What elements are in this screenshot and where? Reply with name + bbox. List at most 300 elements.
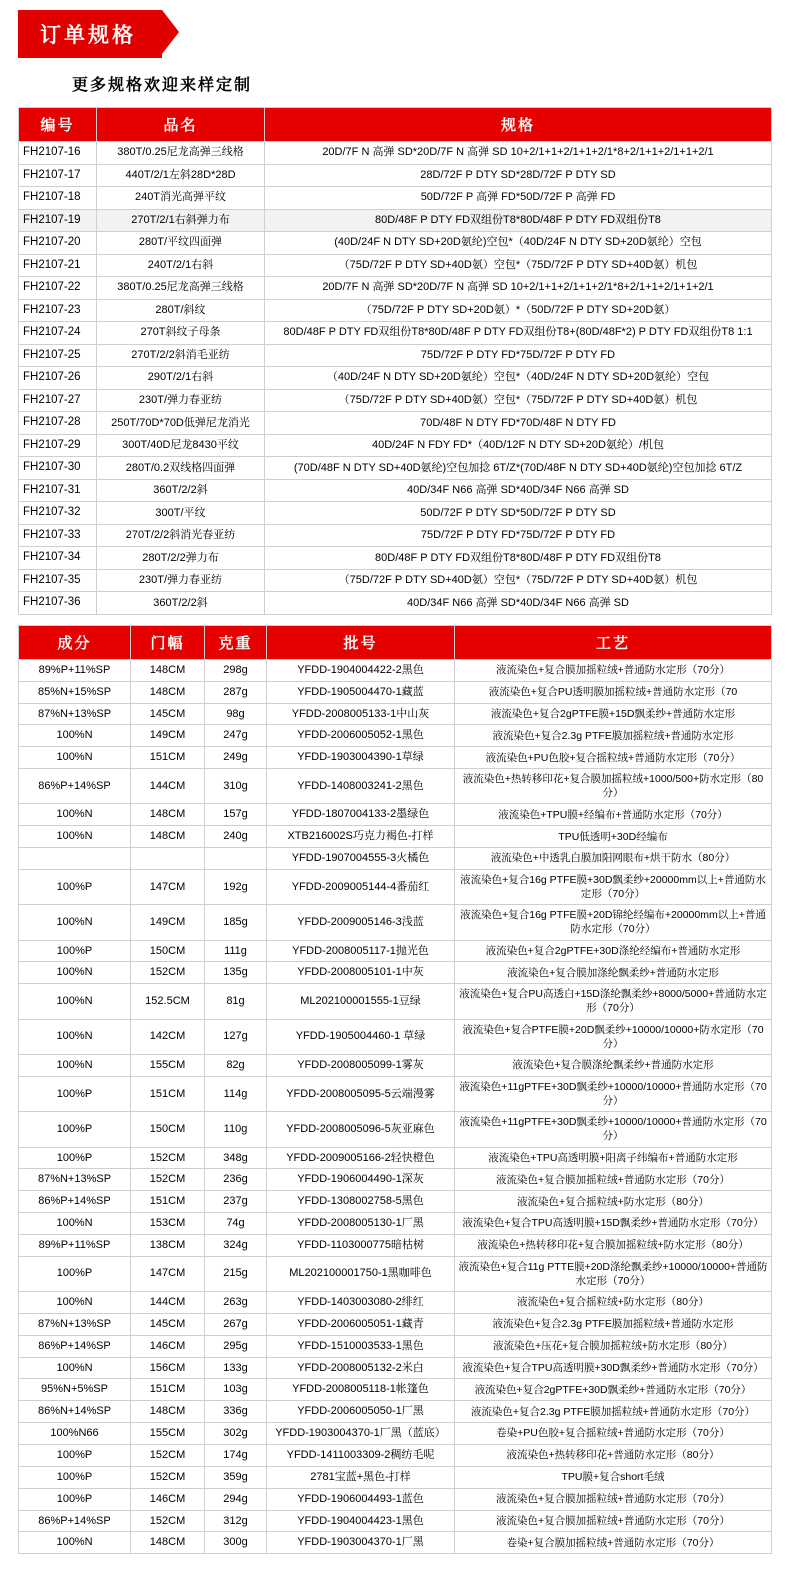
fabric-composition-cell: 100%N	[19, 747, 131, 769]
spec-detail-cell: （75D/72F P DTY SD+40D氨）空包*（75D/72F P DTY SD+40D氨）机包	[265, 389, 772, 412]
table-row	[19, 254, 772, 277]
spec-detail-cell: 40D/34F N66 高弹 SD*40D/34F N66 高弹 SD	[265, 479, 772, 502]
table-row	[19, 1234, 772, 1256]
table-row	[19, 940, 772, 962]
fabric-process-cell: 液流染色+复合2.3g PTFE膜加摇粒绒+普通防水定形（70分）	[455, 1401, 772, 1423]
table-row	[19, 592, 772, 615]
fabric-process-cell: 液流染色+复合膜加摇粒绒+普通防水定形（70分）	[455, 659, 772, 681]
spec-detail-cell: 80D/48F P DTY FD双组份T8*80D/48F P DTY FD双组份T8	[265, 209, 772, 232]
spec-detail-cell: 20D/7F N 高弹 SD*20D/7F N 高弹 SD 10+2/1+1+2/1+1+2/1*8+2/1+1+2/1+1+2/1	[265, 142, 772, 165]
spec-detail-cell: 80D/48F P DTY FD双组份T8*80D/48F P DTY FD双组份T8	[265, 547, 772, 570]
fabric-width-cell: 155CM	[131, 1423, 205, 1445]
spec-name-cell: 380T/0.25尼龙高弹三线格	[97, 277, 265, 300]
spec-code-cell: FH2107-21	[19, 254, 97, 277]
fabric-batch-cell: ML202100001750-1黑咖啡色	[267, 1256, 455, 1291]
spec-name-cell: 280T/2/2弹力布	[97, 547, 265, 570]
fabric-width-cell: 148CM	[131, 659, 205, 681]
fabric-process-cell: 液流染色+热转移印花+复合膜加摇粒绒+1000/500+防水定形（80分）	[455, 769, 772, 804]
table-row	[19, 826, 772, 848]
fabric-composition-cell: 100%N	[19, 1019, 131, 1054]
fabric-weight-cell: 215g	[205, 1256, 267, 1291]
fabric-weight-cell: 133g	[205, 1357, 267, 1379]
fabric-composition-cell: 100%P	[19, 940, 131, 962]
spec-detail-cell: 40D/34F N66 高弹 SD*40D/34F N66 高弹 SD	[265, 592, 772, 615]
fabric-composition-cell: 100%N	[19, 984, 131, 1019]
fabric-batch-cell: YFDD-1905004460-1 草绿	[267, 1019, 455, 1054]
fabric-width-cell: 152CM	[131, 1510, 205, 1532]
fabric-width-cell: 152.5CM	[131, 984, 205, 1019]
spec-code-cell: FH2107-27	[19, 389, 97, 412]
table-row	[19, 1147, 772, 1169]
fabric-composition-cell: 86%P+14%SP	[19, 769, 131, 804]
fabric-table	[18, 625, 772, 1554]
fabric-weight-cell: 82g	[205, 1054, 267, 1076]
fabric-batch-cell: YFDD-2008005095-5云端漫雾	[267, 1076, 455, 1111]
fabric-weight-cell: 98g	[205, 703, 267, 725]
fabric-process-cell: 液流染色+复合PU高透白+15D涤纶飘柔纱+8000/5000+普通防水定形（70分）	[455, 984, 772, 1019]
fabric-process-cell: 液流染色+复合膜加涤纶飘柔纱+普通防水定形	[455, 962, 772, 984]
fabric-width-cell: 148CM	[131, 826, 205, 848]
fabric-width-cell: 152CM	[131, 1169, 205, 1191]
fabric-batch-cell: YFDD-2009005166-2轻快橙色	[267, 1147, 455, 1169]
spec-code-cell: FH2107-18	[19, 187, 97, 210]
fabric-composition-cell: 100%N	[19, 1054, 131, 1076]
fabric-batch-cell: YFDD-2008005099-1雾灰	[267, 1054, 455, 1076]
spec-name-cell: 280T/平纹四面弹	[97, 232, 265, 255]
table-row	[19, 502, 772, 525]
fabric-weight-cell: 359g	[205, 1466, 267, 1488]
page-subtitle: 更多规格欢迎来样定制	[72, 77, 253, 94]
spec-detail-cell: 70D/48F N DTY FD*70D/48F N DTY FD	[265, 412, 772, 435]
fabric-process-cell: 液流染色+复合摇粒绒+防水定形（80分）	[455, 1191, 772, 1213]
fabric-weight-cell: 81g	[205, 984, 267, 1019]
table-row	[19, 389, 772, 412]
fabric-process-cell: 液流染色+复合PTFE膜+20D飘柔纱+10000/10000+防水定形（70分）	[455, 1019, 772, 1054]
table-row	[19, 1076, 772, 1111]
spec-code-cell: FH2107-17	[19, 164, 97, 187]
page-title: 订单规格	[18, 10, 162, 58]
table-row	[19, 524, 772, 547]
fabric-process-cell: 液流染色+TPU高透明膜+阳离子纬编布+普通防水定形	[455, 1147, 772, 1169]
fabric-composition-cell: 100%N	[19, 725, 131, 747]
spec-name-cell: 290T/2/1右斜	[97, 367, 265, 390]
fabric-process-cell: 液流染色+复合11g PTTE膜+20D涤纶飘柔纱+10000/10000+普通防水定形（70分）	[455, 1256, 772, 1291]
fabric-composition-cell: 100%P	[19, 1147, 131, 1169]
fabric-composition-cell: 100%N	[19, 962, 131, 984]
fabric-weight-cell: 185g	[205, 905, 267, 940]
spec-name-cell: 360T/2/2斜	[97, 592, 265, 615]
spec-detail-cell: 80D/48F P DTY FD双组份T8*80D/48F P DTY FD双组份T8+(80D/48F*2) P DTY FD双组份T8 1:1	[265, 322, 772, 345]
table-row	[19, 769, 772, 804]
fabric-process-cell: 液流染色+复合2gPTFE膜+15D飘柔纱+普通防水定形	[455, 703, 772, 725]
spec-name-cell: 270T斜纹子母条	[97, 322, 265, 345]
table-row	[19, 412, 772, 435]
spec-col-name: 品名	[97, 108, 265, 142]
table-row	[19, 1510, 772, 1532]
fabric-weight-cell	[205, 848, 267, 870]
fabric-weight-cell: 336g	[205, 1401, 267, 1423]
fabric-composition-cell: 87%N+13%SP	[19, 703, 131, 725]
fabric-width-cell: 155CM	[131, 1054, 205, 1076]
fabric-batch-cell: YFDD-1510003533-1黑色	[267, 1335, 455, 1357]
spec-code-cell: FH2107-28	[19, 412, 97, 435]
fabric-col-process: 工艺	[455, 625, 772, 659]
fabric-composition-cell: 100%N66	[19, 1423, 131, 1445]
table-row	[19, 1313, 772, 1335]
table-row	[19, 869, 772, 904]
fabric-weight-cell: 157g	[205, 804, 267, 826]
fabric-width-cell: 152CM	[131, 1444, 205, 1466]
fabric-batch-cell: YFDD-1903004370-1厂黑	[267, 1532, 455, 1554]
fabric-width-cell: 152CM	[131, 962, 205, 984]
spec-detail-cell: 28D/72F P DTY SD*28D/72F P DTY SD	[265, 164, 772, 187]
fabric-width-cell	[131, 848, 205, 870]
fabric-batch-cell: YFDD-2008005118-1帐篷色	[267, 1379, 455, 1401]
fabric-width-cell: 148CM	[131, 681, 205, 703]
fabric-composition-cell: 86%P+14%SP	[19, 1191, 131, 1213]
spec-name-cell: 280T/斜纹	[97, 299, 265, 322]
fabric-composition-cell: 86%P+14%SP	[19, 1510, 131, 1532]
spec-code-cell: FH2107-25	[19, 344, 97, 367]
fabric-process-cell: 液流染色+复合TPU高透明膜+15D飘柔纱+普通防水定形（70分）	[455, 1213, 772, 1235]
table-row	[19, 725, 772, 747]
fabric-composition-cell: 100%N	[19, 1532, 131, 1554]
spec-col-spec: 规格	[265, 108, 772, 142]
fabric-width-cell: 149CM	[131, 905, 205, 940]
fabric-weight-cell: 192g	[205, 869, 267, 904]
fabric-width-cell: 151CM	[131, 1191, 205, 1213]
fabric-process-cell: 液流染色+复合2gPTFE+30D涤纶经编布+普通防水定形	[455, 940, 772, 962]
spec-code-cell: FH2107-23	[19, 299, 97, 322]
fabric-process-cell: 液流染色+TPU膜+经编布+普通防水定形（70分）	[455, 804, 772, 826]
spec-code-cell: FH2107-32	[19, 502, 97, 525]
spec-detail-cell: 75D/72F P DTY FD*75D/72F P DTY FD	[265, 524, 772, 547]
table-row	[19, 747, 772, 769]
table-row	[19, 142, 772, 165]
fabric-width-cell: 150CM	[131, 1112, 205, 1147]
spec-code-cell: FH2107-19	[19, 209, 97, 232]
fabric-composition-cell: 100%P	[19, 1256, 131, 1291]
table-row	[19, 1256, 772, 1291]
fabric-weight-cell: 237g	[205, 1191, 267, 1213]
fabric-process-cell: 液流染色+PU色胶+复合摇粒绒+普通防水定形（70分）	[455, 747, 772, 769]
fabric-composition-cell: 89%P+11%SP	[19, 1234, 131, 1256]
fabric-process-cell: TPU低透明+30D经编布	[455, 826, 772, 848]
fabric-batch-cell: YFDD-1903004370-1厂黑（蓝底）	[267, 1423, 455, 1445]
fabric-batch-cell: YFDD-1903004390-1草绿	[267, 747, 455, 769]
spec-detail-cell: 50D/72F P 高弹 FD*50D/72F P 高弹 FD	[265, 187, 772, 210]
fabric-col-batch: 批号	[267, 625, 455, 659]
spec-name-cell: 230T/弹力春亚纺	[97, 569, 265, 592]
spec-name-cell: 270T/2/1右斜弹力布	[97, 209, 265, 232]
spec-detail-cell: (40D/24F N DTY SD+20D氨纶)空包*（40D/24F N DTY SD+20D氨纶）空包	[265, 232, 772, 255]
spec-name-cell: 240T/2/1右斜	[97, 254, 265, 277]
table-row	[19, 1379, 772, 1401]
fabric-batch-cell: YFDD-1411003309-2稠纺毛呢	[267, 1444, 455, 1466]
spec-code-cell: FH2107-26	[19, 367, 97, 390]
fabric-batch-cell: YFDD-1904004423-1黑色	[267, 1510, 455, 1532]
fabric-composition-cell: 85%N+15%SP	[19, 681, 131, 703]
table-row	[19, 1532, 772, 1554]
spec-name-cell: 300T/40D尼龙8430平纹	[97, 434, 265, 457]
fabric-width-cell: 156CM	[131, 1357, 205, 1379]
spec-detail-cell: 40D/24F N FDY FD*（40D/12F N DTY SD+20D氨纶）/机包	[265, 434, 772, 457]
fabric-weight-cell: 312g	[205, 1510, 267, 1532]
fabric-batch-cell: YFDD-2008005096-5灰亚麻色	[267, 1112, 455, 1147]
fabric-composition-cell	[19, 848, 131, 870]
fabric-process-cell: 液流染色+复合PU透明膜加摇粒绒+普通防水定形（70	[455, 681, 772, 703]
table-row	[19, 1054, 772, 1076]
fabric-composition-cell: 87%N+13%SP	[19, 1313, 131, 1335]
fabric-process-cell: 液流染色+复合2.3g PTFE膜加摇粒绒+普通防水定形	[455, 1313, 772, 1335]
fabric-process-cell: 液流染色+热转移印花+复合膜加摇粒绒+防水定形（80分）	[455, 1234, 772, 1256]
table-row	[19, 1169, 772, 1191]
fabric-process-cell: 液流染色+11gPTFE+30D飘柔纱+10000/10000+普通防水定形（70分）	[455, 1076, 772, 1111]
spec-table-body	[19, 142, 772, 615]
fabric-width-cell: 147CM	[131, 1256, 205, 1291]
fabric-composition-cell: 100%N	[19, 1292, 131, 1314]
fabric-process-cell: 液流染色+复合2gPTFE+30D飘柔纱+普通防水定形（70分）	[455, 1379, 772, 1401]
spec-code-cell: FH2107-29	[19, 434, 97, 457]
fabric-weight-cell: 103g	[205, 1379, 267, 1401]
spec-name-cell: 240T消光高弹平纹	[97, 187, 265, 210]
spec-name-cell: 270T/2/2斜消毛亚纺	[97, 344, 265, 367]
fabric-process-cell: 卷染+复合膜加摇粒绒+普通防水定形（70分）	[455, 1532, 772, 1554]
fabric-composition-cell: 100%N	[19, 905, 131, 940]
fabric-width-cell: 151CM	[131, 1076, 205, 1111]
spec-name-cell: 230T/弹力春亚纺	[97, 389, 265, 412]
spec-table	[18, 107, 772, 615]
table-row	[19, 804, 772, 826]
fabric-width-cell: 146CM	[131, 1488, 205, 1510]
fabric-width-cell: 144CM	[131, 1292, 205, 1314]
fabric-composition-cell: 89%P+11%SP	[19, 659, 131, 681]
table-row	[19, 1191, 772, 1213]
fabric-batch-cell: YFDD-1103000775暗枯树	[267, 1234, 455, 1256]
fabric-process-cell: 卷染+PU色胶+复合摇粒绒+普通防水定形（70分）	[455, 1423, 772, 1445]
fabric-process-cell: 液流染色+复合膜涤纶飘柔纱+普通防水定形	[455, 1054, 772, 1076]
fabric-width-cell: 145CM	[131, 1313, 205, 1335]
spec-col-code: 编号	[19, 108, 97, 142]
fabric-composition-cell: 100%P	[19, 1076, 131, 1111]
fabric-weight-cell: 114g	[205, 1076, 267, 1111]
fabric-weight-cell: 324g	[205, 1234, 267, 1256]
fabric-composition-cell: 86%P+14%SP	[19, 1335, 131, 1357]
fabric-composition-cell: 100%P	[19, 1444, 131, 1466]
fabric-composition-cell: 87%N+13%SP	[19, 1169, 131, 1191]
spec-detail-cell: 50D/72F P DTY SD*50D/72F P DTY SD	[265, 502, 772, 525]
fabric-batch-cell: YFDD-2008005117-1抛光色	[267, 940, 455, 962]
fabric-width-cell: 153CM	[131, 1213, 205, 1235]
fabric-weight-cell: 267g	[205, 1313, 267, 1335]
fabric-batch-cell: YFDD-1403003080-2绯红	[267, 1292, 455, 1314]
table-row	[19, 703, 772, 725]
fabric-composition-cell: 100%N	[19, 804, 131, 826]
spec-name-cell: 270T/2/2斜消光春亚纺	[97, 524, 265, 547]
fabric-batch-cell: ML202100001555-1豆绿	[267, 984, 455, 1019]
table-row	[19, 187, 772, 210]
fabric-batch-cell: YFDD-1807004133-2墨绿色	[267, 804, 455, 826]
spec-code-cell: FH2107-22	[19, 277, 97, 300]
spec-code-cell: FH2107-24	[19, 322, 97, 345]
table-row	[19, 905, 772, 940]
fabric-process-cell: 液流染色+复合16g PTFE膜+30D飘柔纱+20000mm以上+普通防水定形（70分）	[455, 869, 772, 904]
fabric-width-cell: 152CM	[131, 1466, 205, 1488]
spec-code-cell: FH2107-20	[19, 232, 97, 255]
spec-code-cell: FH2107-31	[19, 479, 97, 502]
table-row	[19, 434, 772, 457]
spec-code-cell: FH2107-36	[19, 592, 97, 615]
fabric-composition-cell: 95%N+5%SP	[19, 1379, 131, 1401]
fabric-weight-cell: 298g	[205, 659, 267, 681]
fabric-col-composition: 成分	[19, 625, 131, 659]
fabric-width-cell: 148CM	[131, 1401, 205, 1423]
fabric-batch-cell: YFDD-1308002758-5黑色	[267, 1191, 455, 1213]
fabric-process-cell: 液流染色+复合摇粒绒+防水定形（80分）	[455, 1292, 772, 1314]
table-row	[19, 277, 772, 300]
fabric-weight-cell: 263g	[205, 1292, 267, 1314]
fabric-width-cell: 146CM	[131, 1335, 205, 1357]
fabric-width-cell: 138CM	[131, 1234, 205, 1256]
table-row	[19, 1444, 772, 1466]
table-row	[19, 164, 772, 187]
fabric-batch-cell: YFDD-1905004470-1藏蓝	[267, 681, 455, 703]
fabric-composition-cell: 100%P	[19, 1488, 131, 1510]
fabric-batch-cell: YFDD-2008005133-1中山灰	[267, 703, 455, 725]
table-row	[19, 681, 772, 703]
spec-name-cell: 360T/2/2斜	[97, 479, 265, 502]
spec-detail-cell: （75D/72F P DTY SD+40D氨）空包*（75D/72F P DTY SD+40D氨）机包	[265, 569, 772, 592]
fabric-composition-cell: 100%P	[19, 1466, 131, 1488]
fabric-weight-cell: 135g	[205, 962, 267, 984]
spec-detail-cell: (70D/48F N DTY SD+40D氨纶)空包加捻 6T/Z*(70D/48F N DTY SD+40D氨纶)空包加捻 6T/Z	[265, 457, 772, 480]
fabric-table-body	[19, 659, 772, 1553]
fabric-width-cell: 148CM	[131, 804, 205, 826]
fabric-batch-cell: YFDD-1906004490-1深灰	[267, 1169, 455, 1191]
fabric-batch-cell: YFDD-2008005101-1中灰	[267, 962, 455, 984]
spec-code-cell: FH2107-30	[19, 457, 97, 480]
table-row	[19, 1466, 772, 1488]
table-row	[19, 457, 772, 480]
table-row	[19, 1335, 772, 1357]
table-row	[19, 479, 772, 502]
table-row	[19, 1357, 772, 1379]
table-row	[19, 569, 772, 592]
spec-name-cell: 380T/0.25尼龙高弹三线格	[97, 142, 265, 165]
fabric-process-cell: 液流染色+复合膜加摇粒绒+普通防水定形（70分）	[455, 1488, 772, 1510]
spec-name-cell: 280T/0.2双线格四面弹	[97, 457, 265, 480]
table-row	[19, 848, 772, 870]
fabric-batch-cell: YFDD-2008005130-1厂黑	[267, 1213, 455, 1235]
fabric-weight-cell: 74g	[205, 1213, 267, 1235]
fabric-weight-cell: 302g	[205, 1423, 267, 1445]
fabric-weight-cell: 110g	[205, 1112, 267, 1147]
fabric-process-cell: 液流染色+复合膜加摇粒绒+普通防水定形（70分）	[455, 1169, 772, 1191]
fabric-process-cell: 液流染色+中透乳白膜加阳网眼布+烘干防水（80分）	[455, 848, 772, 870]
fabric-weight-cell: 294g	[205, 1488, 267, 1510]
table-row	[19, 1401, 772, 1423]
fabric-batch-cell: YFDD-1906004493-1蓝色	[267, 1488, 455, 1510]
spec-table-header-row	[19, 108, 772, 142]
table-row	[19, 659, 772, 681]
fabric-weight-cell: 174g	[205, 1444, 267, 1466]
fabric-width-cell: 151CM	[131, 1379, 205, 1401]
fabric-weight-cell: 300g	[205, 1532, 267, 1554]
spec-detail-cell: （75D/72F P DTY SD+40D氨）空包*（75D/72F P DTY SD+40D氨）机包	[265, 254, 772, 277]
spec-detail-cell: 20D/7F N 高弹 SD*20D/7F N 高弹 SD 10+2/1+1+2/1+1+2/1*8+2/1+1+2/1+1+2/1	[265, 277, 772, 300]
spec-code-cell: FH2107-33	[19, 524, 97, 547]
table-row	[19, 299, 772, 322]
fabric-weight-cell: 348g	[205, 1147, 267, 1169]
spec-name-cell: 250T/70D*70D低弹尼龙消光	[97, 412, 265, 435]
fabric-width-cell: 152CM	[131, 1147, 205, 1169]
spec-code-cell: FH2107-35	[19, 569, 97, 592]
spec-code-cell: FH2107-34	[19, 547, 97, 570]
fabric-process-cell: 液流染色+复合16g PTFE膜+20D锦纶经编布+20000mm以上+普通防水定形（70分）	[455, 905, 772, 940]
fabric-batch-cell: YFDD-2006005051-1藏青	[267, 1313, 455, 1335]
fabric-batch-cell: YFDD-2006005052-1黑色	[267, 725, 455, 747]
fabric-composition-cell: 100%N	[19, 1357, 131, 1379]
fabric-col-width: 门幅	[131, 625, 205, 659]
fabric-process-cell: 液流染色+11gPTFE+30D飘柔纱+10000/10000+普通防水定形（70分）	[455, 1112, 772, 1147]
fabric-width-cell: 151CM	[131, 747, 205, 769]
fabric-batch-cell: YFDD-2006005050-1厂黑	[267, 1401, 455, 1423]
fabric-process-cell: 液流染色+复合2.3g PTFE膜加摇粒绒+普通防水定形	[455, 725, 772, 747]
fabric-composition-cell: 100%N	[19, 826, 131, 848]
fabric-process-cell: 液流染色+复合膜加摇粒绒+普通防水定形（70分）	[455, 1510, 772, 1532]
fabric-batch-cell: YFDD-2008005132-2米白	[267, 1357, 455, 1379]
spec-detail-cell: （75D/72F P DTY SD+20D氨）*（50D/72F P DTY SD+20D氨）	[265, 299, 772, 322]
fabric-batch-cell: YFDD-2009005146-3浅蓝	[267, 905, 455, 940]
fabric-width-cell: 142CM	[131, 1019, 205, 1054]
table-row	[19, 209, 772, 232]
fabric-weight-cell: 287g	[205, 681, 267, 703]
table-row	[19, 1292, 772, 1314]
fabric-batch-cell: YFDD-2009005144-4番茄红	[267, 869, 455, 904]
fabric-table-header-row	[19, 625, 772, 659]
fabric-batch-cell: XTB216002S巧克力褐色-打样	[267, 826, 455, 848]
fabric-width-cell: 149CM	[131, 725, 205, 747]
table-row	[19, 1488, 772, 1510]
fabric-composition-cell: 100%N	[19, 1213, 131, 1235]
fabric-weight-cell: 295g	[205, 1335, 267, 1357]
table-row	[19, 322, 772, 345]
table-row	[19, 367, 772, 390]
fabric-weight-cell: 127g	[205, 1019, 267, 1054]
fabric-width-cell: 150CM	[131, 940, 205, 962]
fabric-batch-cell: 2781宝蓝+黑色-打样	[267, 1466, 455, 1488]
fabric-width-cell: 148CM	[131, 1532, 205, 1554]
fabric-weight-cell: 236g	[205, 1169, 267, 1191]
spec-detail-cell: 75D/72F P DTY FD*75D/72F P DTY FD	[265, 344, 772, 367]
fabric-width-cell: 147CM	[131, 869, 205, 904]
banner-container	[0, 0, 790, 58]
table-row	[19, 547, 772, 570]
table-row	[19, 232, 772, 255]
table-row	[19, 1112, 772, 1147]
fabric-width-cell: 145CM	[131, 703, 205, 725]
table-row	[19, 1423, 772, 1445]
fabric-weight-cell: 310g	[205, 769, 267, 804]
table-row	[19, 1213, 772, 1235]
table-row	[19, 984, 772, 1019]
spec-name-cell: 300T/平纹	[97, 502, 265, 525]
fabric-process-cell: TPU膜+复合short毛绒	[455, 1466, 772, 1488]
fabric-weight-cell: 247g	[205, 725, 267, 747]
fabric-composition-cell: 100%P	[19, 869, 131, 904]
fabric-process-cell: 液流染色+热转移印花+普通防水定形（80分）	[455, 1444, 772, 1466]
fabric-batch-cell: YFDD-1904004422-2黑色	[267, 659, 455, 681]
